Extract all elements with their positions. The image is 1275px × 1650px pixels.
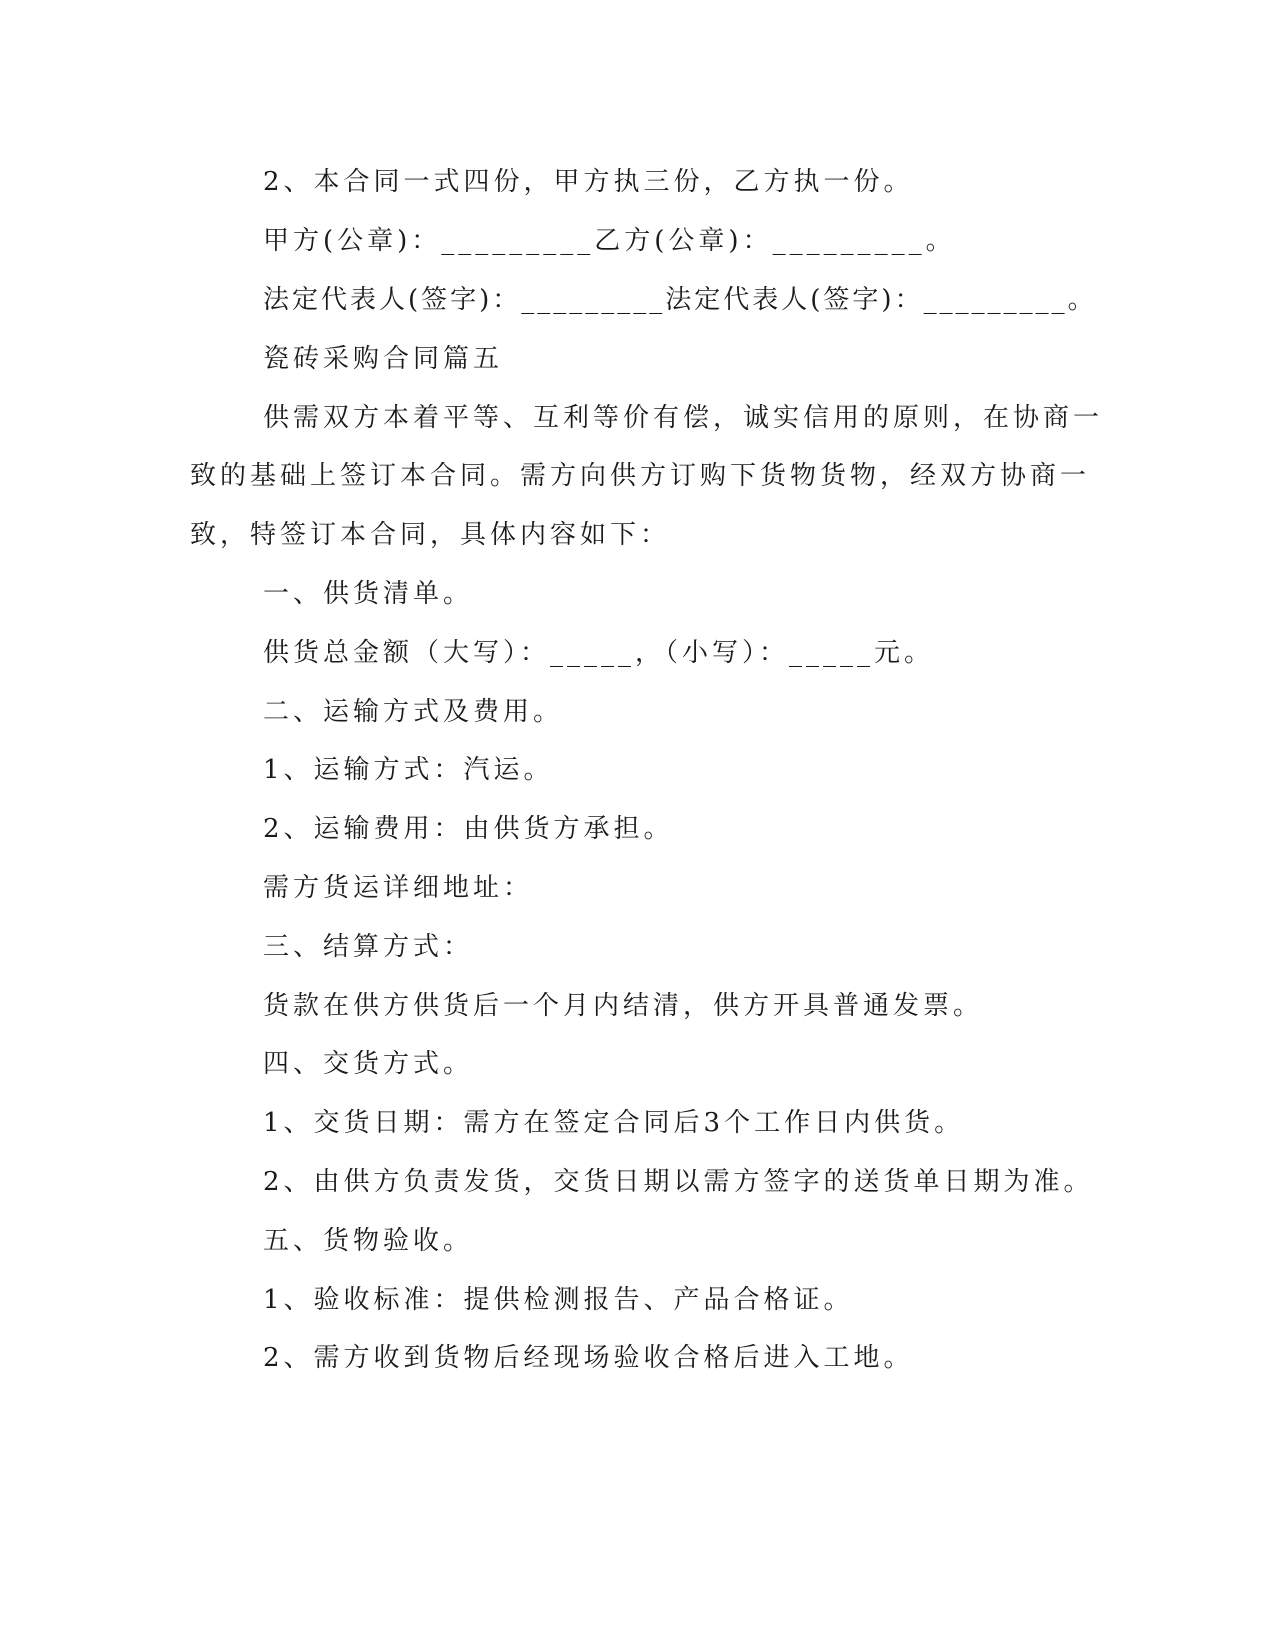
heading-settlement: 三、结算方式：: [263, 932, 474, 962]
transport-cost: 2、运输费用：由供货方承担。: [263, 814, 674, 844]
preamble-line-3: 致，特签订本合同，具体内容如下：: [190, 520, 671, 550]
preamble-line-2: 致的基础上签订本合同。需方向供方订购下货物货物，经双方协商一: [190, 461, 1091, 491]
settlement-terms: 货款在供方供货后一个月内结清，供方开具普通发票。: [263, 991, 984, 1021]
seal-line: 甲方(公章)：_________乙方(公章)：_________。: [263, 226, 956, 256]
heading-acceptance: 五、货物验收。: [263, 1226, 474, 1256]
section-title: 瓷砖采购合同篇五: [263, 344, 504, 374]
heading-supply-list: 一、供货清单。: [263, 579, 474, 609]
delivery-address: 需方货运详细地址：: [263, 873, 534, 903]
heading-transport: 二、运输方式及费用。: [263, 697, 564, 727]
delivery-shipping: 2、由供方负责发货，交货日期以需方签字的送货单日期为准。: [263, 1167, 1094, 1197]
signature-line: 法定代表人(签字)：_________法定代表人(签字)：_________。: [263, 285, 1097, 315]
total-amount-line: 供货总金额（大写）：_____，（小写）：_____元。: [263, 638, 935, 668]
acceptance-standard: 1、验收标准：提供检测报告、产品合格证。: [263, 1285, 854, 1315]
heading-delivery: 四、交货方式。: [263, 1049, 474, 1079]
acceptance-onsite: 2、需方收到货物后经现场验收合格后进入工地。: [263, 1343, 914, 1373]
preamble-line-1: 供需双方本着平等、互利等价有偿，诚实信用的原则，在协商一: [263, 403, 1104, 433]
delivery-date: 1、交货日期：需方在签定合同后3个工作日内供货。: [263, 1108, 965, 1138]
clause-copies: 2、本合同一式四份，甲方执三份，乙方执一份。: [263, 167, 914, 197]
transport-method: 1、运输方式：汽运。: [263, 755, 554, 785]
